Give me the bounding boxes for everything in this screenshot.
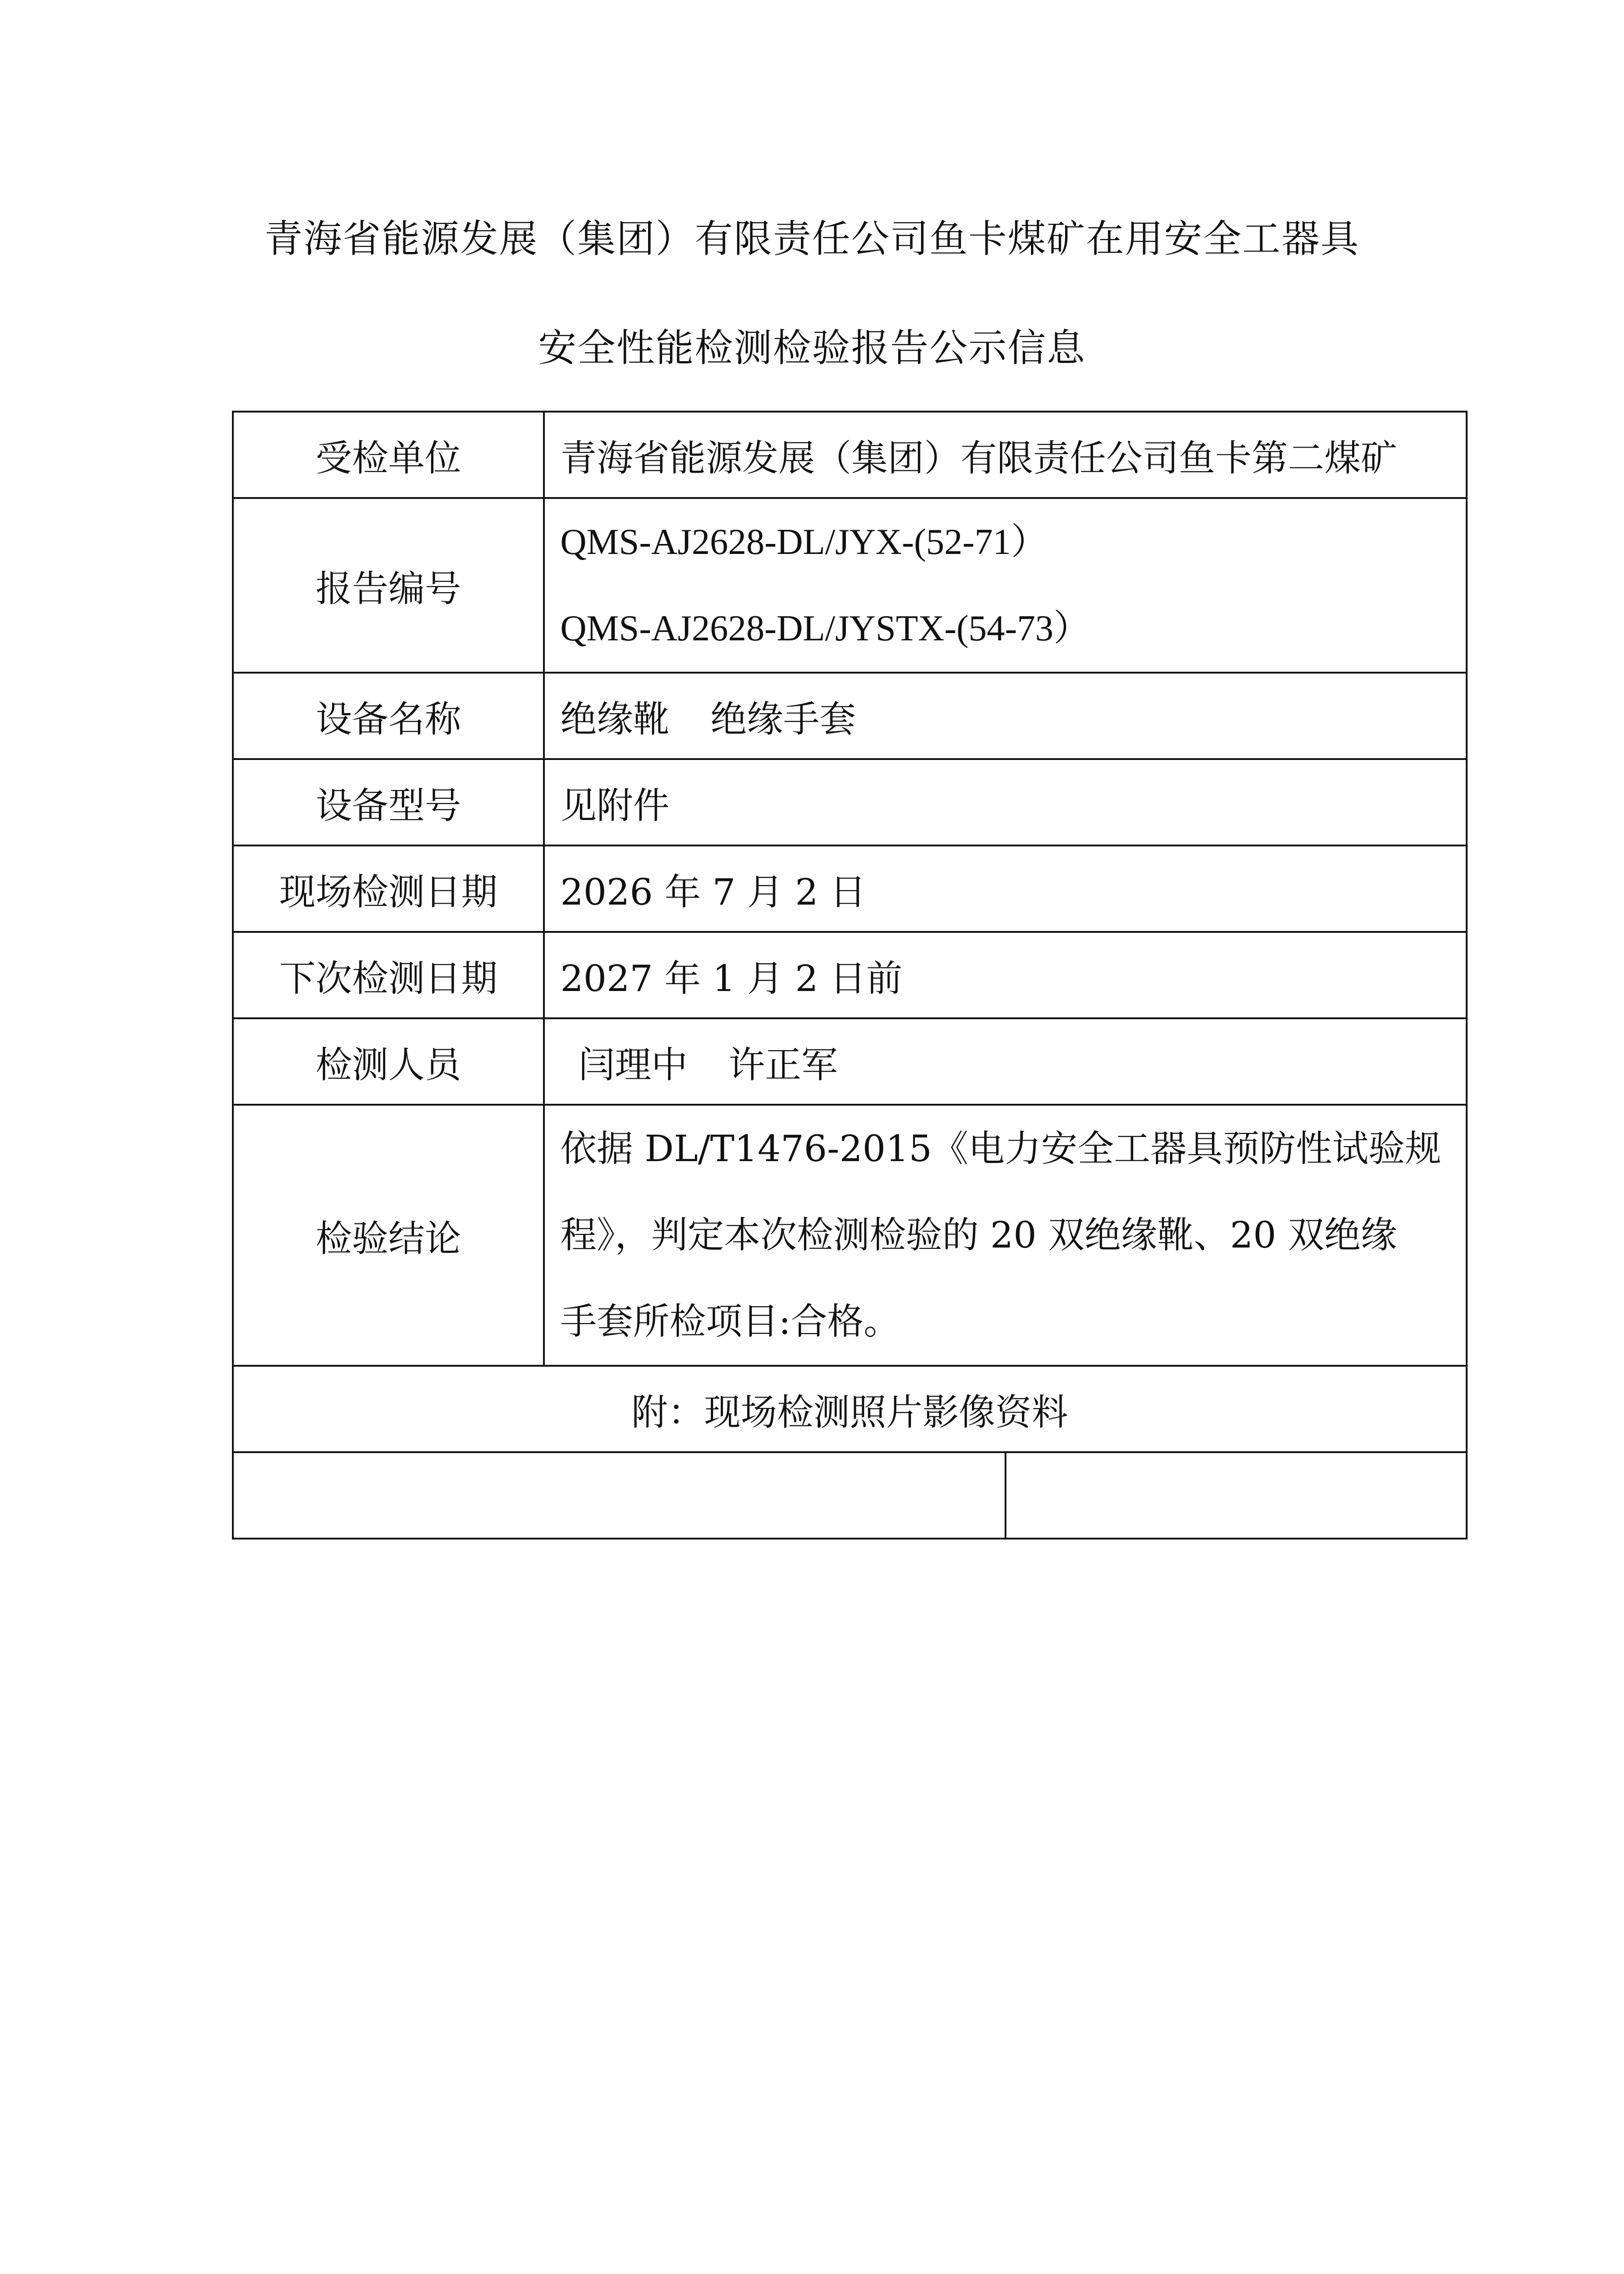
report-number-2: QMS-AJ2628-DL/JYSTX-(54-73） <box>560 609 1090 649</box>
table-row-device-model <box>233 759 1467 845</box>
table-row-inspectors <box>233 1018 1467 1105</box>
value-inspection-date: 2026 年 7 月 2 日 <box>544 845 1467 932</box>
attachment-header: 附：现场检测照片影像资料 <box>233 1366 1467 1452</box>
device-name-2: 绝缘手套 <box>710 698 856 740</box>
device-name-1: 绝缘靴 <box>560 698 669 740</box>
label-inspection-date: 现场检测日期 <box>233 845 544 932</box>
table-row-conclusion <box>233 1105 1467 1366</box>
inspector-2: 许正军 <box>729 1043 838 1086</box>
value-report-number <box>544 498 1467 673</box>
label-conclusion: 检验结论 <box>233 1105 544 1366</box>
photo-cell-right <box>1006 1452 1467 1539</box>
value-next-date: 2027 年 1 月 2 日前 <box>544 932 1467 1018</box>
value-inspectors <box>544 1018 1467 1105</box>
value-device-model: 见附件 <box>544 759 1467 845</box>
value-device-name <box>544 673 1467 759</box>
conclusion-line-1: 依据 DL/T1476-2015《电力安全工器具预防性试验规 <box>560 1127 1442 1170</box>
value-unit: 青海省能源发展（集团）有限责任公司鱼卡第二煤矿 <box>544 412 1467 498</box>
document-title-line-2: 安全性能检测检验报告公示信息 <box>538 326 1086 370</box>
label-inspectors: 检测人员 <box>233 1018 544 1105</box>
table-row-inspection-date <box>233 845 1467 932</box>
table-row-photos <box>233 1452 1467 1539</box>
conclusion-line-3: 手套所检项目:合格。 <box>560 1300 900 1343</box>
label-device-model: 设备型号 <box>233 759 544 845</box>
table-row-next-date <box>233 932 1467 1018</box>
document-title-line-1: 青海省能源发展（集团）有限责任公司鱼卡煤矿在用安全工器具 <box>264 216 1360 261</box>
label-unit: 受检单位 <box>233 412 544 498</box>
table-row-attachment-header <box>233 1366 1467 1452</box>
label-report-number: 报告编号 <box>233 498 544 673</box>
conclusion-line-2: 程》，判定本次检测检验的 20 双绝缘靴、20 双绝缘 <box>560 1214 1397 1256</box>
table-row-unit <box>233 412 1467 498</box>
report-number-1: QMS-AJ2628-DL/JYX-(52-71） <box>560 522 1048 562</box>
table-row-report-number <box>233 498 1467 673</box>
inspection-report-table <box>232 411 1468 1539</box>
label-next-date: 下次检测日期 <box>233 932 544 1018</box>
photo-cell-left <box>233 1452 1006 1539</box>
value-conclusion <box>544 1105 1467 1366</box>
inspector-1: 闫理中 <box>578 1043 688 1086</box>
table-row-device-name <box>233 673 1467 759</box>
label-device-name: 设备名称 <box>233 673 544 759</box>
